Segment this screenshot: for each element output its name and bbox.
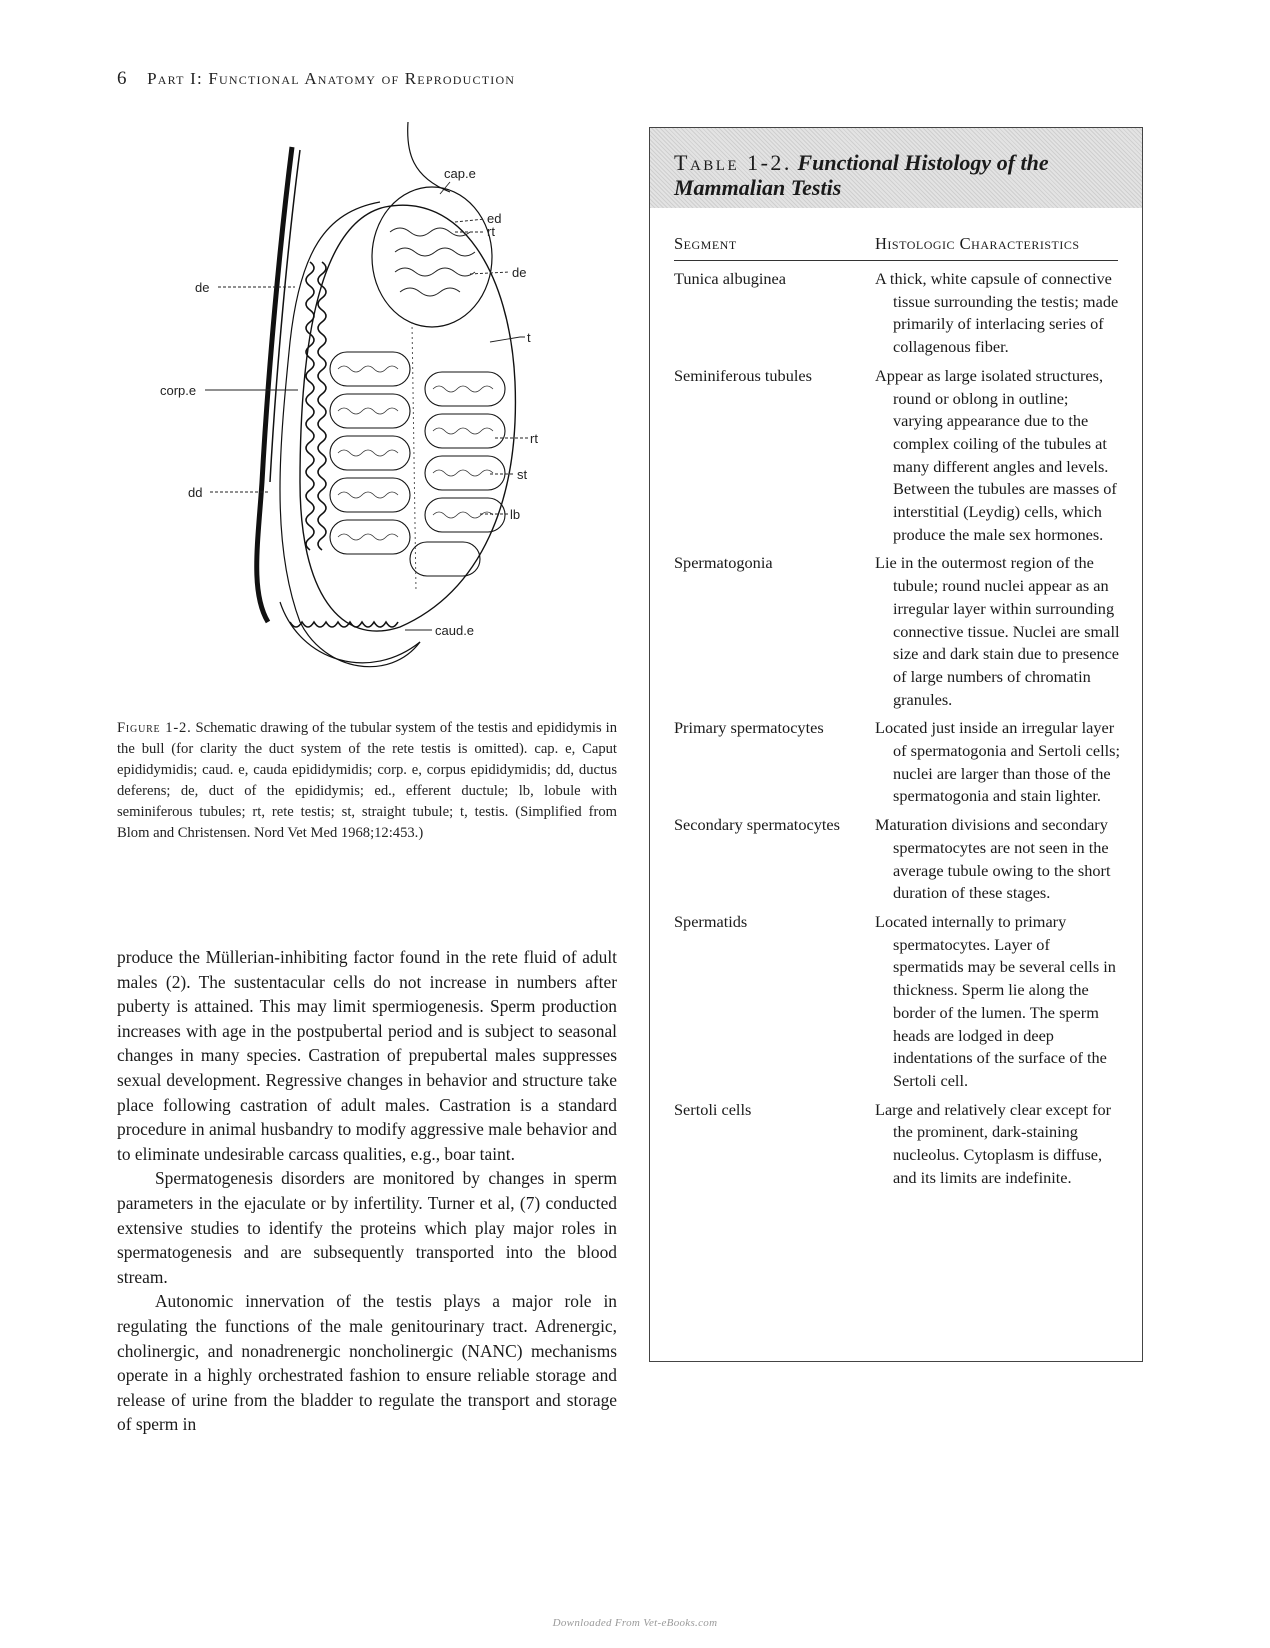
footer-watermark: Downloaded From Vet-eBooks.com [552, 1617, 718, 1629]
label-cap-e: cap.e [444, 166, 476, 181]
label-t: t [527, 330, 531, 345]
table-header [674, 226, 1118, 261]
table-row [674, 365, 1122, 547]
row-segment: Spermatogonia [674, 553, 773, 573]
figure-testis-diagram [150, 122, 570, 712]
ductus-deferens [257, 147, 292, 622]
label-dd: dd [188, 485, 203, 500]
corpus-epididymidis-coils [306, 262, 314, 550]
row-description: Lie in the outermost region of the tubule; round nuclei appear as an irregular layer within surrounding connective tissue. Nuclei are small size and dark stain due to presence of large numbers of chromatin granules. [875, 553, 1120, 709]
row-description: Located internally to primary spermatocytes. Layer of spermatids may be several cells in thickness. Sperm lie along the border of the lumen. The sperm heads are lodged in deep indentations of the surface of the Sertoli cell. [875, 911, 1116, 1090]
table-number: Table 1-2. [674, 150, 792, 175]
caption-lead: Figure 1-2. [117, 720, 192, 736]
table-title-text: Functional Histology of the Mammalian Testis [674, 150, 1049, 200]
label-rt-top: rt [487, 224, 495, 239]
table-row [674, 268, 1122, 359]
paragraph-1: produce the Müllerian-inhibiting factor found in the rete fluid of adult males (2). The sustentacular cells do not increase in numbers after puberty is attained. This may limit spermiogenesis. Sperm production increases with age in the postpubertal period and is subject to seasonal changes in many species. Castration of prepubertal males suppresses sexual development. Regressive changes in behavior and structure take place following castration of adult males. Castration is a standard procedure in animal husbandry to modify aggressive male behavior and to eliminate undesirable carcass qualities, e.g., boar taint. [117, 947, 617, 1164]
row-description: A thick, white capsule of connective tissue surrounding the testis; made primarily of interlacing series of collagenous fiber. [875, 269, 1119, 357]
page-number: 6 [117, 68, 128, 89]
table-row [674, 911, 1122, 1093]
label-lb: lb [510, 507, 521, 522]
label-corp-e: corp.e [160, 383, 197, 398]
histology-table [649, 127, 1143, 1362]
paragraph-3: Autonomic innervation of the testis plays a major role in regulating the functions of the male genitourinary tract. Adrenergic, cholinergic, and nonadrenergic noncholinergic (NANC) mechanisms operate in a highly orchestrated fashion to ensure reliable storage and release of urine from the bladder to regulate the transport and storage of sperm in [117, 1291, 617, 1435]
label-de-right: de [512, 265, 527, 280]
table-row [674, 717, 1122, 808]
running-head [117, 68, 515, 90]
table-row [674, 814, 1122, 905]
table-row [674, 552, 1122, 711]
table-body [674, 268, 1122, 1195]
label-ed: ed [487, 211, 502, 226]
testis-capsule [300, 205, 515, 631]
spermatic-cord-line [408, 122, 450, 192]
table-row [674, 1099, 1122, 1190]
label-de-left: de [195, 280, 210, 295]
rete-testis-axis [412, 322, 416, 592]
caption-text: Schematic drawing of the tubular system of the testis and epididymis in the bull (for clarity the duct system of the rete testis is omitted). cap. e, Caput epididymidis; caud. e, cauda epididymidis; corp. e, corpus epididymidis; dd, ductus deferens; de, duct of the epididymis; ed., efferent ductule; lb, lobule with seminiferous tubules; rt, rete testis; st, straight tubule; t, testis. (Simplified from Blom and Christensen. Nord Vet Med 1968;12:453.) [117, 720, 617, 841]
row-description: Large and relatively clear except for the prominent, dark-staining nucleolus. Cytoplasm is diffuse, and its limits are indefinite. [875, 1099, 1112, 1187]
row-segment: Sertoli cells [674, 1099, 752, 1119]
row-description: Maturation divisions and secondary spermatocytes are not seen in the average tubule owing to the short duration of these stages. [875, 815, 1111, 903]
row-segment: Seminiferous tubules [674, 365, 812, 385]
label-caud-e: caud.e [435, 623, 475, 638]
row-segment: Spermatids [674, 911, 748, 931]
header-characteristics: Histologic Characteristics [875, 234, 1080, 253]
body-text [117, 945, 617, 1437]
cauda-epididymidis [280, 602, 420, 663]
label-st: st [517, 467, 528, 482]
caput-epididymidis [372, 187, 492, 327]
testis-schematic [150, 122, 570, 712]
row-segment: Secondary spermatocytes [674, 815, 840, 835]
paragraph-2: Spermatogenesis disorders are monitored by changes in sperm parameters in the ejaculate or by infertility. Turner et al, (7) conducted extensive studies to identify the proteins which play major roles in spermatogenesis and are subsequently transported into the blood stream. [117, 1168, 617, 1287]
row-description: Located just inside an irregular layer of spermatogonia and Sertoli cells; nuclei are larger than those of the spermatogonia and stain lighter. [875, 718, 1120, 806]
row-description: Appear as large isolated structures, round or oblong in outline; varying appearance due to the complex coiling of the tubules at many different angles and levels. Between the tubules are masses of interstitial (Leydig) cells, which produce the male sex hormones. [875, 365, 1117, 544]
table-title [650, 128, 1142, 208]
figure-caption [117, 718, 617, 844]
running-head-title: Part I: Functional Anatomy of Reproduction [147, 69, 516, 88]
header-segment: Segment [674, 234, 737, 253]
row-segment: Tunica albuginea [674, 269, 786, 288]
label-rt-mid: rt [530, 431, 538, 446]
row-segment: Primary spermatocytes [674, 718, 824, 738]
testis-lobules [330, 352, 505, 576]
